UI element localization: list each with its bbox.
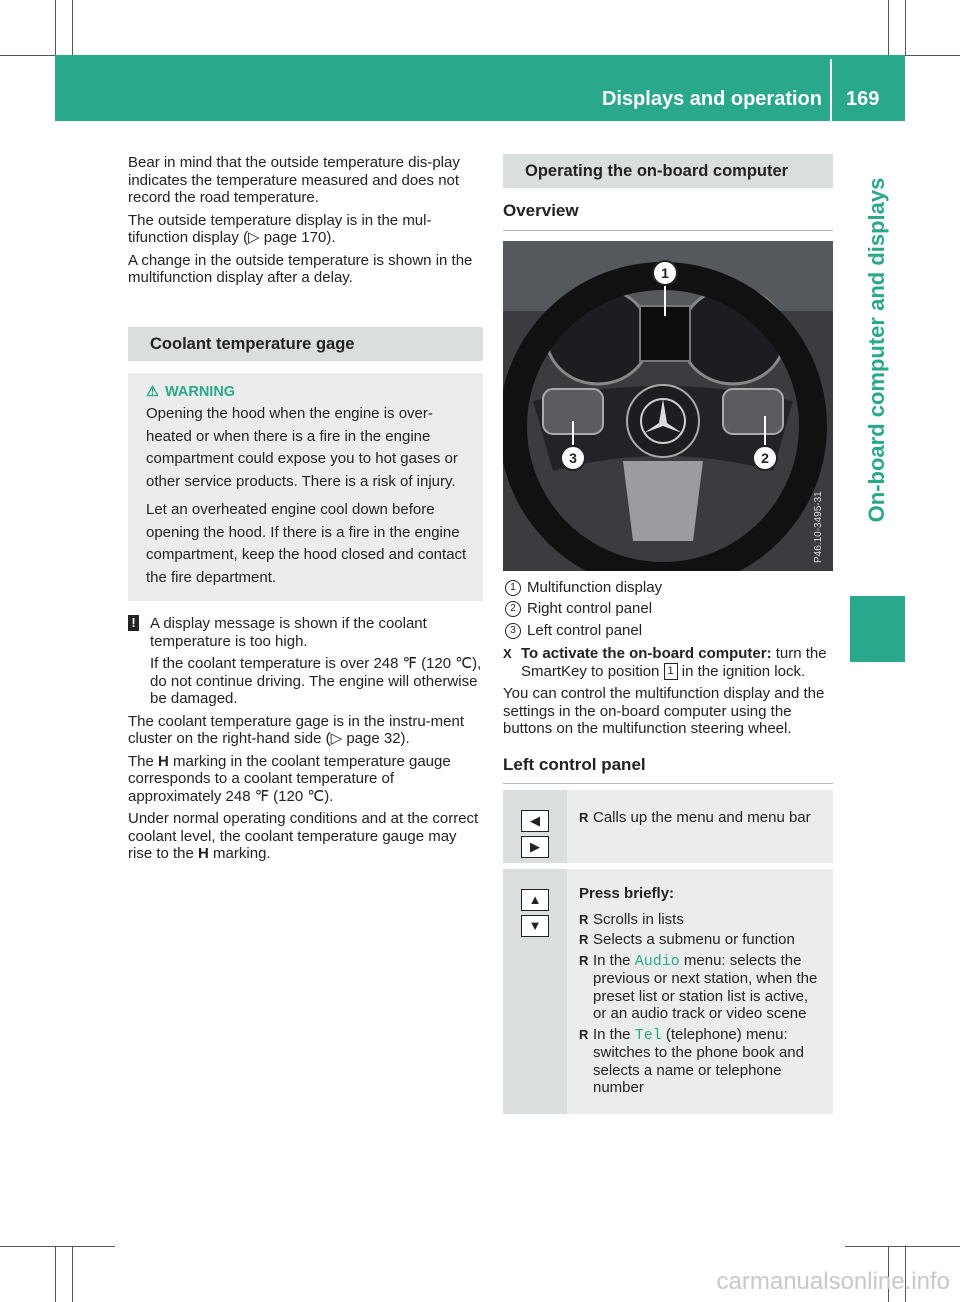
left-arrow-button-icon: ◀: [521, 810, 549, 832]
overview-heading: Overview: [503, 202, 833, 231]
legend-item: 3 Left control panel: [503, 622, 833, 640]
legend-item: 1 Multifunction display: [503, 579, 833, 597]
crop-mark: [72, 1246, 73, 1302]
intro-paragraph: A change in the outside temperature is shown in the multifunction display after a delay.: [128, 251, 473, 286]
note-block: [128, 615, 483, 708]
bullet-item: R In the Tel (telephone) menu: switches to the phone book and selects a name or telephone number: [579, 1026, 821, 1097]
press-briefly-label: Press briefly:: [579, 885, 675, 903]
left-column: [128, 154, 483, 868]
description-cell: [567, 790, 833, 863]
section-heading-coolant: Coolant temperature gage: [128, 327, 483, 361]
bullet-item: R Selects a submenu or function: [579, 931, 821, 949]
crop-mark: [905, 0, 906, 55]
intro-paragraph: Bear in mind that the outside temperature dis-play indicates the temperature measured and does not record the road temperature.: [128, 154, 460, 206]
number-circle-icon: 1: [505, 580, 521, 596]
left-panel-heading: Left control panel: [503, 756, 833, 785]
right-column: [503, 154, 833, 1114]
number-circle-icon: 2: [505, 601, 521, 617]
h-marking-text: The H marking in the coolant temperature gauge corresponds to a coolant temperature of approximately 248 ℉ (120 ℃).: [128, 752, 451, 805]
steering-wheel-figure: [503, 241, 833, 571]
normal-conditions-text: Under normal operating conditions and at the correct coolant level, the coolant temperature gauge may rise to the H marking.: [128, 810, 479, 862]
button-table: [503, 790, 833, 1114]
callout-2: 2: [761, 449, 769, 466]
note-text: A display message is shown if the coolant temperature is too high.: [150, 615, 427, 650]
warning-title-text: WARNING: [165, 383, 236, 400]
bullet-item: R Scrolls in lists: [579, 911, 821, 929]
intro-paragraph: The outside temperature display is in the mul-tifunction display (▷ page 170).: [128, 211, 432, 246]
warning-title: [146, 381, 473, 404]
callout-1: 1: [661, 264, 669, 281]
bullet-item: R In the Audio menu: selects the previous or next station, when the preset list or station list is active, or an audio track or video scene: [579, 952, 821, 1023]
section-heading-onboard: Operating the on-board computer: [503, 154, 833, 188]
crop-mark: [845, 1246, 960, 1247]
watermark: carmanualsonline.info: [716, 1268, 950, 1295]
side-tab-label: On-board computer and displays: [864, 177, 889, 523]
crop-mark: [55, 0, 56, 55]
right-arrow-button-icon: ▶: [521, 836, 549, 858]
figure-code: P46.10-3495-31: [813, 490, 824, 563]
activate-instruction: X To activate the on-board computer: turn the SmartKey to position 1 in the ignition lock.: [503, 645, 827, 680]
figure-legend: [503, 579, 833, 640]
legend-item: 2 Right control panel: [503, 600, 833, 618]
number-circle-icon: 3: [505, 623, 521, 639]
exclamation-icon: !: [128, 615, 139, 631]
callout-3: 3: [569, 449, 577, 466]
bullet-item: R Calls up the menu and menu bar: [579, 809, 821, 827]
crop-mark: [72, 0, 73, 55]
table-row: [503, 790, 833, 863]
up-arrow-button-icon: ▲: [521, 889, 549, 911]
crop-mark: [55, 1246, 56, 1302]
control-text: You can control the multifunction display and the settings in the on-board computer using the buttons on the multifunction steering wheel.: [503, 685, 825, 738]
steering-wheel-image: [503, 241, 833, 571]
header-separator: [830, 59, 832, 121]
warning-box: [128, 373, 483, 602]
gage-location-text: The coolant temperature gage is in the instru-ment cluster on the right-hand side (▷ page 32).: [128, 712, 465, 747]
description-cell: [567, 869, 833, 1114]
warning-text: Let an overheated engine cool down before opening the hood. If there is a fire in the engine compartment, keep the hood closed and contact the fire department.: [146, 501, 467, 586]
key-position-icon: 1: [664, 663, 678, 680]
crop-mark: [888, 0, 889, 55]
warning-text: Opening the hood when the engine is over-heated or when there is a fire in the engine compartment could expose you to hot gases or other service products. There is a risk of injury.: [146, 405, 458, 490]
key-cell: [503, 869, 567, 1114]
page-number: 169: [846, 88, 880, 110]
down-arrow-button-icon: ▼: [521, 915, 549, 937]
table-row: [503, 869, 833, 1114]
crop-mark: [0, 1246, 115, 1247]
action-arrow-icon: X: [503, 646, 512, 661]
warning-triangle-icon: ⚠: [146, 383, 159, 400]
side-tab-marker: [850, 596, 905, 662]
note-text: If the coolant temperature is over 248 ℉ (120 ℃), do not continue driving. The engine will otherwise be damaged.: [150, 655, 482, 707]
key-cell: [503, 790, 567, 863]
header-title: Displays and operation: [601, 88, 822, 110]
